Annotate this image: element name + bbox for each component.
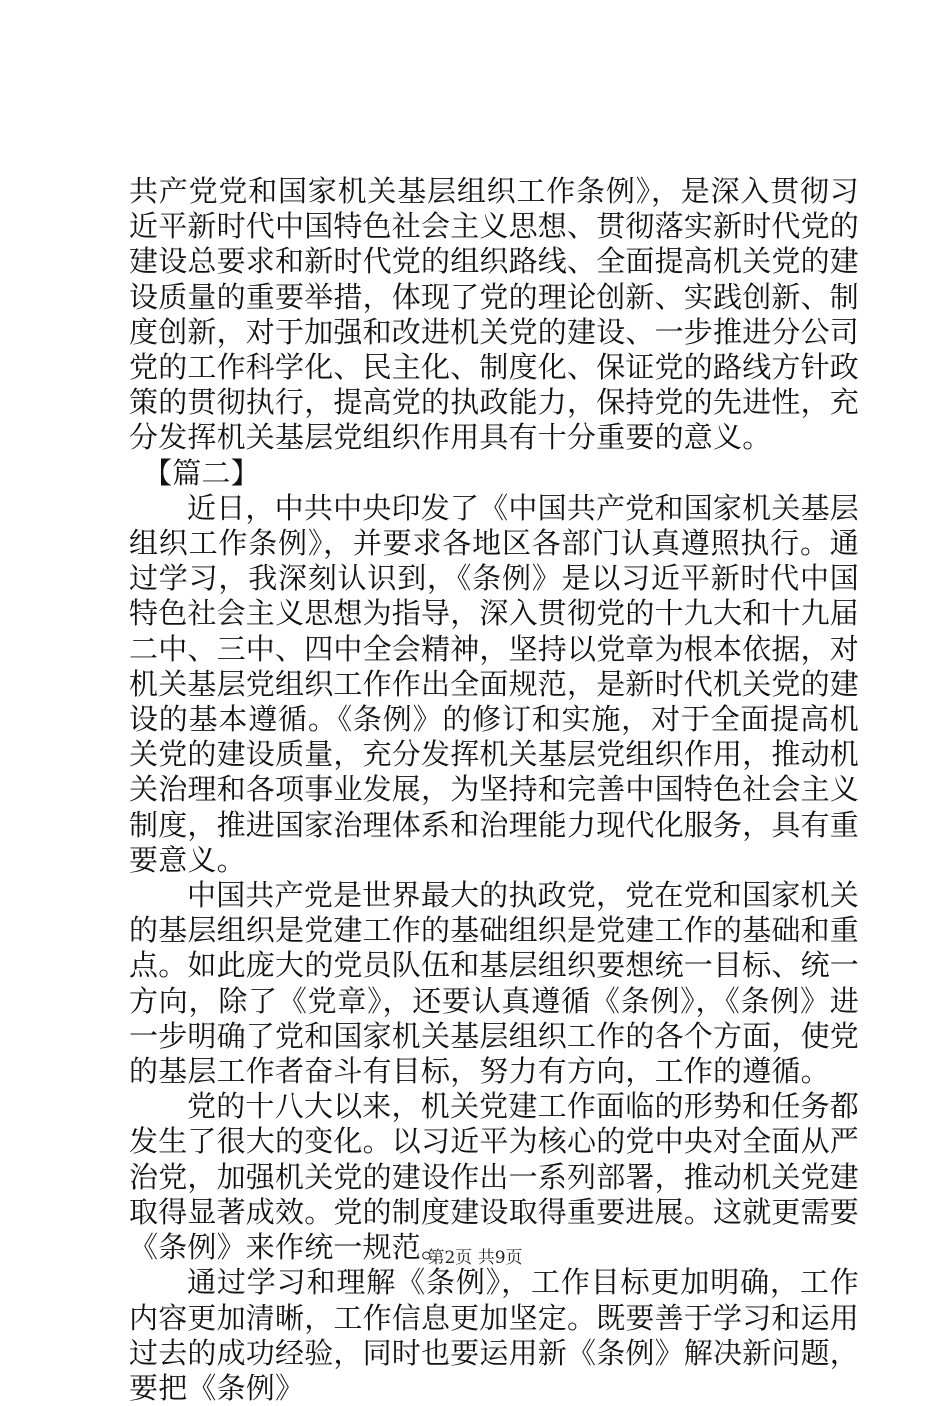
paragraph-2: 近日，中共中央印发了《中国共产党和国家机关基层组织工作条例》，并要求各地区各部门认真遵照执行。通过学习，我深刻认识到，《条例》是以习近平新时代中国特色社会主义思想为指导，深入贯彻党的十九大和十九届二中、三中、四中全会精神，坚持以党章为根本依据，对机关基层党组织工作作出全面规范，是新时代机关党的建设的基本遵循。《条例》的修订和实施，对于全面提高机关党的建设质量，充分发挥机关基层党组织作用，推动机关治理和各项事业发展，为坚持和完善中国特色社会主义制度，推进国家治理体系和治理能力现代化服务，具有重要意义。	[129, 490, 860, 877]
section-heading: 【篇二】	[143, 455, 260, 490]
paragraph-4: 党的十八大以来，机关党建工作面临的形势和任务都发生了很大的变化。以习近平为核心的党中央对全面从严治党，加强机关党的建设作出一系列部署，推动机关党建取得显著成效。党的制度建设取得重要进展。这就更需要《条例》来作统一规范。	[129, 1089, 860, 1265]
paragraph-1: 共产党党和国家机关基层组织工作条例》，是深入贯彻习近平新时代中国特色社会主义思想、贯彻落实新时代党的建设总要求和新时代党的组织路线、全面提高机关党的建设质量的重要举措，体现了党的理论创新、实践创新、制度创新，对于加强和改进机关党的建设、一步推进分公司党的工作科学化、民主化、制度化、保证党的路线方针政策的贯彻执行，提高党的执政能力，保持党的先进性，充分发挥机关基层党组织作用具有十分重要的意义。	[129, 174, 860, 455]
document-body	[129, 174, 859, 1406]
paragraph-5: 通过学习和理解《条例》，工作目标更加明确，工作内容更加清晰，工作信息更加坚定。既要善于学习和运用过去的成功经验，同时也要运用新《条例》解决新问题，要把《条例》	[129, 1265, 860, 1405]
paragraph-3: 中国共产党是世界最大的执政党，党在党和国家机关的基层组织是党建工作的基础组织是党建工作的基础和重点。如此庞大的党员队伍和基层组织要想统一目标、统一方向，除了《党章》，还要认真遵循《条例》，《条例》进一步明确了党和国家机关基层组织工作的各个方面，使党的基层工作者奋斗有目标，努力有方向，工作的遵循。	[129, 878, 860, 1089]
page-number-footer: 第2页 共9页	[427, 1248, 523, 1268]
